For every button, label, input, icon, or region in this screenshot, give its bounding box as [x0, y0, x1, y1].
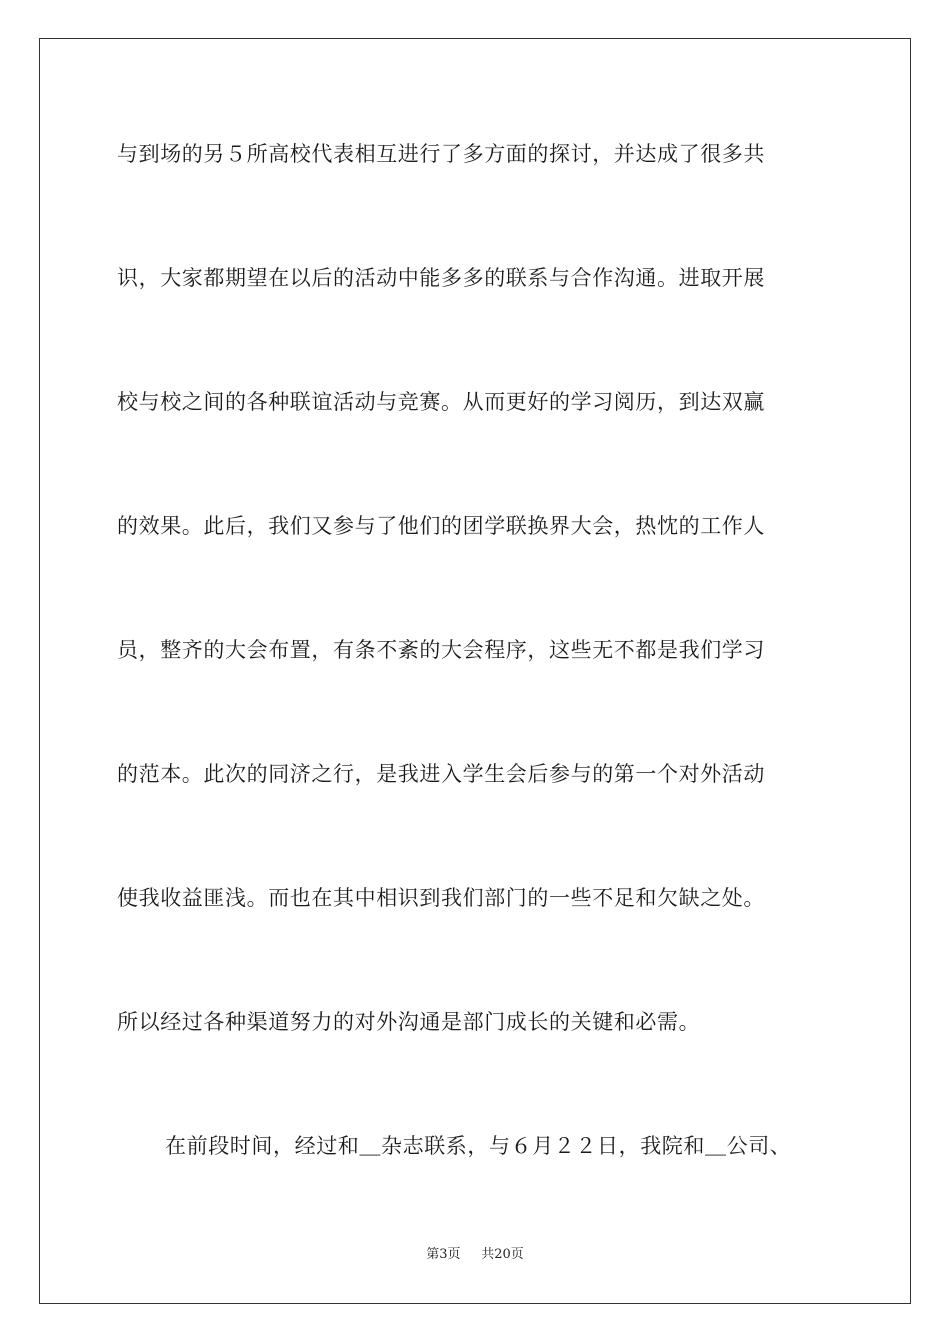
page-border	[39, 38, 911, 1304]
footer-spacer	[465, 1247, 477, 1262]
paragraph-line-7: 使我收益匪浅。而也在其中相识到我们部门的一些不足和欠缺之处。	[117, 886, 765, 910]
paragraph-line-3: 校与校之间的各种联谊活动与竞赛。从而更好的学习阅历，到达双赢	[117, 390, 765, 414]
page-footer	[0, 1246, 950, 1264]
page-number: 第3页	[426, 1247, 461, 1262]
paragraph-line-8: 所以经过各种渠道努力的对外沟通是部门成长的关键和必需。	[117, 1010, 701, 1034]
paragraph-line-4: 的效果。此后，我们又参与了他们的团学联换界大会，热忱的工作人	[117, 514, 765, 538]
paragraph-line-5: 员，整齐的大会布置，有条不紊的大会程序，这些无不都是我们学习	[117, 638, 765, 662]
paragraph-line-1: 与到场的另５所高校代表相互进行了多方面的探讨，并达成了很多共	[117, 142, 765, 166]
paragraph-line-6: 的范本。此次的同济之行，是我进入学生会后参与的第一个对外活动	[117, 762, 765, 786]
paragraph-line-9: 在前段时间，经过和＿杂志联系，与６月２２日，我院和＿公司、	[165, 1134, 792, 1158]
paragraph-line-2: 识，大家都期望在以后的活动中能多多的联系与合作沟通。进取开展	[117, 266, 765, 290]
page-total: 共20页	[481, 1247, 524, 1262]
